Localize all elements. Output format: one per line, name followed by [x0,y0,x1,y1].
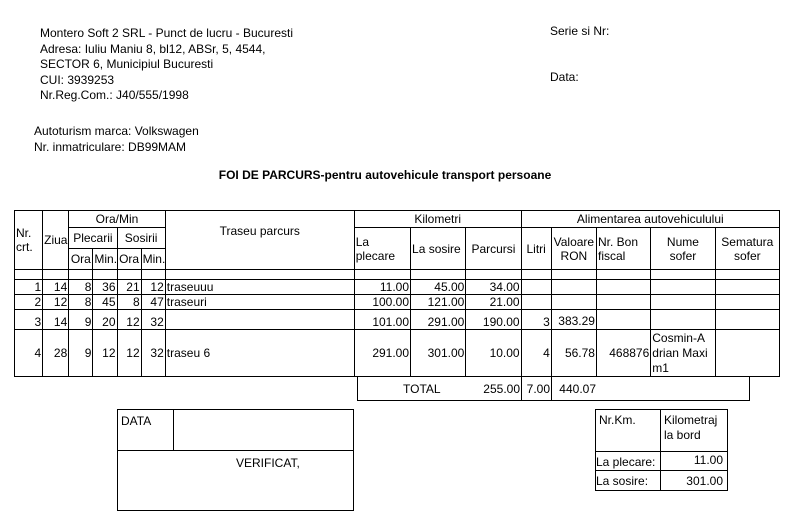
vehicle-info [34,124,199,155]
cell-bon [596,295,650,310]
data-label: Data: [550,70,579,84]
table-row [15,280,780,295]
cell-sosire-min: 47 [141,295,165,310]
cell-bon [596,310,650,330]
verification-verificat-label: VERIFICAT, [236,456,300,470]
company-name: Montero Soft 2 SRL - Punct de lucru - Bucuresti [40,26,294,40]
cell-sosire-ora: 8 [117,295,141,310]
cell-sosire-min: 32 [141,310,165,330]
cell-valoare [551,280,596,295]
total-litri: 7.00 [526,382,550,396]
total-valoare: 440.07 [559,382,596,396]
cell-sosire-min: 32 [141,330,165,377]
col-header-traseu: Traseu parcurs [165,211,354,270]
cell-nr: 3 [15,310,43,330]
cell-litri [521,280,551,295]
km-summary-divider [595,451,727,452]
col-header-alimentare: Alimentarea autovehiculului [521,211,779,228]
cell-km-plecare: 100.00 [354,295,410,310]
col-header-km-sosire: La sosire [411,228,466,270]
cell-plecare-min: 12 [93,330,117,377]
col-header-ora-min: Ora/Min [69,211,166,228]
km-kilometraj-label: Kilometraj la bord [664,413,718,442]
page-title: FOI DE PARCURS-pentru autovehicule transport persoane [218,168,552,182]
cell-parcursi: 10.00 [466,330,521,377]
col-header-parcursi: Parcursi [466,228,521,270]
cell-litri: 3 [521,310,551,330]
cell-plecare-min: 20 [93,310,117,330]
col-header-nume: Nume sofer [651,228,715,270]
cell-parcursi: 190.00 [466,310,521,330]
cell-valoare: 383.29 [551,310,596,330]
col-header-kilometri: Kilometri [354,211,521,228]
verification-data-label: DATA [121,414,152,428]
cell-semnatura [715,330,779,377]
col-header-semnatura: Sematura sofer [715,228,779,270]
cell-traseu: traseuri [165,295,354,310]
cell-semnatura [715,280,779,295]
cell-ziua: 28 [43,330,69,377]
cell-nr: 1 [15,280,43,295]
col-header-km-plecare: La plecare [354,228,410,270]
cell-km-sosire: 291.00 [411,310,466,330]
km-la-plecare-value: 11.00 [693,453,723,467]
cell-nume: Cosmin-A drian Maxim1 [651,330,715,377]
cell-plecare-ora: 9 [69,330,93,377]
cell-litri: 4 [521,330,551,377]
col-header-plecarii: Plecarii [69,228,117,249]
cell-traseu: traseu 6 [165,330,354,377]
company-info [40,26,293,104]
cell-km-plecare: 291.00 [354,330,410,377]
cell-km-sosire: 45.00 [411,280,466,295]
header-row-2 [15,228,780,249]
cell-plecare-ora: 9 [69,310,93,330]
col-header-nr: Nr. crt. [15,211,43,270]
cell-sosire-ora: 21 [117,280,141,295]
serie-label: Serie si Nr: [550,24,610,38]
cell-parcursi: 34.00 [466,280,521,295]
cell-sosire-ora: 12 [117,330,141,377]
company-cui: CUI: 3939253 [40,72,115,87]
cell-ziua: 12 [43,295,69,310]
col-header-sosire-ora: Ora [117,249,141,270]
spacer-row [15,270,780,280]
verification-divider [117,450,353,451]
cell-sosire-ora: 12 [117,310,141,330]
company-address: Adresa: Iuliu Maniu 8, bl12, ABSr, 5, 4544, [40,41,266,56]
cell-km-sosire: 121.00 [411,295,466,310]
km-la-sosire-label: La sosire: [596,474,649,488]
cell-semnatura [715,295,779,310]
col-header-ziua: Ziua [43,211,69,270]
cell-plecare-min: 45 [93,295,117,310]
cell-ziua: 14 [43,310,69,330]
vehicle-brand: Autoturism marca: Volkswagen [34,124,199,138]
cell-km-plecare: 11.00 [354,280,410,295]
cell-parcursi: 21.00 [466,295,521,310]
cell-nr: 2 [15,295,43,310]
total-label: TOTAL [403,382,441,396]
cell-ziua: 14 [43,280,69,295]
col-header-plecare-ora: Ora [69,249,93,270]
km-la-plecare-label: La plecare: [596,455,656,469]
cell-nume [651,280,715,295]
cell-sosire-min: 12 [141,280,165,295]
cell-valoare [551,295,596,310]
km-nr-label: Nr.Km. [599,413,636,427]
trip-table [14,210,780,377]
verification-divider [173,409,174,450]
col-header-litri: Litri [521,228,551,270]
table-row [15,310,780,330]
company-reg-com: Nr.Reg.Com.: J40/555/1998 [40,88,189,102]
km-la-sosire-value: 301.00 [686,474,723,488]
cell-plecare-ora: 8 [69,295,93,310]
table-row [15,330,780,377]
header-row-1 [15,211,780,228]
cell-valoare: 56.78 [551,330,596,377]
col-header-sosirii: Sosirii [117,228,165,249]
cell-plecare-min: 36 [93,280,117,295]
cell-nr: 4 [15,330,43,377]
col-header-plecare-min: Min. [93,249,117,270]
cell-bon: 468876 [596,330,650,377]
cell-traseu [165,310,354,330]
company-sector: SECTOR 6, Municipiul Bucuresti [40,57,214,71]
table-row [15,295,780,310]
cell-km-sosire: 301.00 [411,330,466,377]
total-parcursi: 255.00 [483,382,520,396]
col-header-sosire-min: Min. [141,249,165,270]
cell-plecare-ora: 8 [69,280,93,295]
cell-nume [651,295,715,310]
vehicle-plate: Nr. inmatriculare: DB99MAM [34,139,187,154]
cell-km-plecare: 101.00 [354,310,410,330]
cell-litri [521,295,551,310]
cell-nume [651,310,715,330]
col-header-valoare: Valoare RON [551,228,596,270]
cell-traseu: traseuuu [165,280,354,295]
cell-semnatura [715,310,779,330]
cell-bon [596,280,650,295]
km-summary-divider [595,470,727,471]
col-header-bon: Nr. Bon fiscal [596,228,650,270]
